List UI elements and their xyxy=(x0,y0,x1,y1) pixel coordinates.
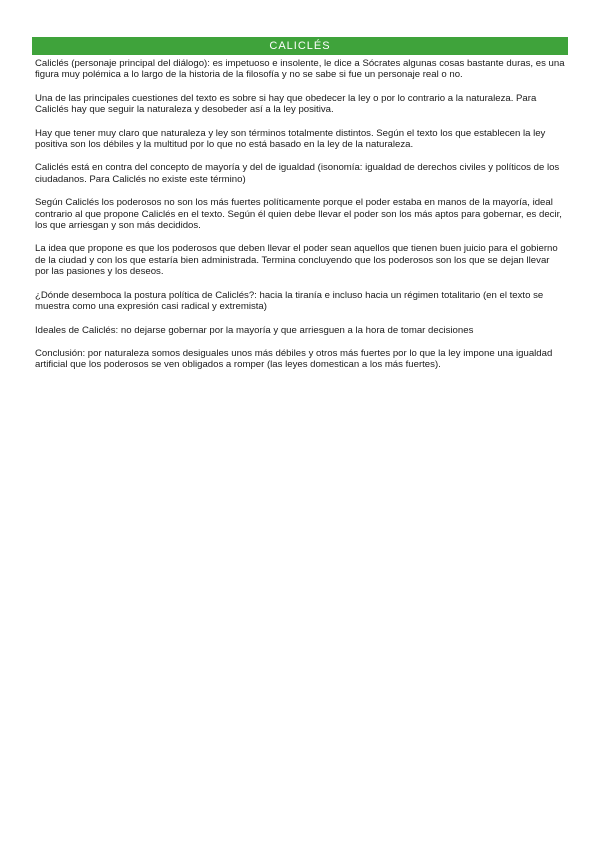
paragraph-against-equality: Caliclés está en contra del concepto de mayoría y del de igualdad (isonomía: igualdad de derechos civiles y políticos de los ciudadanos. Para Caliclés no existe este término) xyxy=(35,162,560,185)
document-title: CALICLÉS xyxy=(269,40,331,52)
document-body xyxy=(35,58,565,383)
paragraph-proposed-idea: La idea que propone es que los poderosos que deben llevar el poder sean aquellos que tienen buen juicio para el gobierno de la ciudad y con los que estaría bien administrada. Termina concluyendo que los poderosos son los que se dejan llevar por las pasiones y los deseos. xyxy=(35,243,558,278)
paragraph-intro: Caliclés (personaje principal del diálogo): es impetuoso e insolente, le dice a Sócrates algunas cosas bastante duras, es una figura muy polémica a lo largo de la historia de la filosofía y no se sabe si fue un personaje real o no. xyxy=(35,58,565,81)
title-bar xyxy=(32,37,568,55)
paragraph-conclusion: Conclusión: por naturaleza somos desiguales unos más débiles y otros más fuertes por lo que la ley impone una igualdad artificial que los poderosos se ven obligados a romper (las leyes domestican a los más fuertes). xyxy=(35,347,553,371)
paragraph-political-stance: ¿Dónde desemboca la postura política de Caliclés?: hacia la tiranía e incluso hacia un régimen totalitario (en el texto se muestra como una expresión casi radical y extremista) xyxy=(35,289,544,313)
paragraph-powerful: Según Caliclés los poderosos no son los más fuertes políticamente porque el poder estaba en manos de la mayoría, ideal contrario al que propone Caliclés en el texto. Según él quien debe llevar el poder son los más aptos para gobernar, es decir, los que arriesgan y son más decididos. xyxy=(35,197,562,232)
paragraph-law-vs-nature: Una de las principales cuestiones del texto es sobre si hay que obedecer la ley o por lo contrario a la naturaleza. Para Caliclés hay que seguir la naturaleza y desobeder así a la ley positiva. xyxy=(35,92,537,116)
paragraph-ideals: Ideales de Caliclés: no dejarse gobernar por la mayoría y que arriesguen a la hora de tomar decisiones xyxy=(35,324,474,336)
paragraph-terms-distinct: Hay que tener muy claro que naturaleza y ley son términos totalmente distintos. Según el texto los que establecen la ley positiva son los débiles y la multitud por lo que no está basado en la ley de la naturaleza. xyxy=(35,127,546,151)
